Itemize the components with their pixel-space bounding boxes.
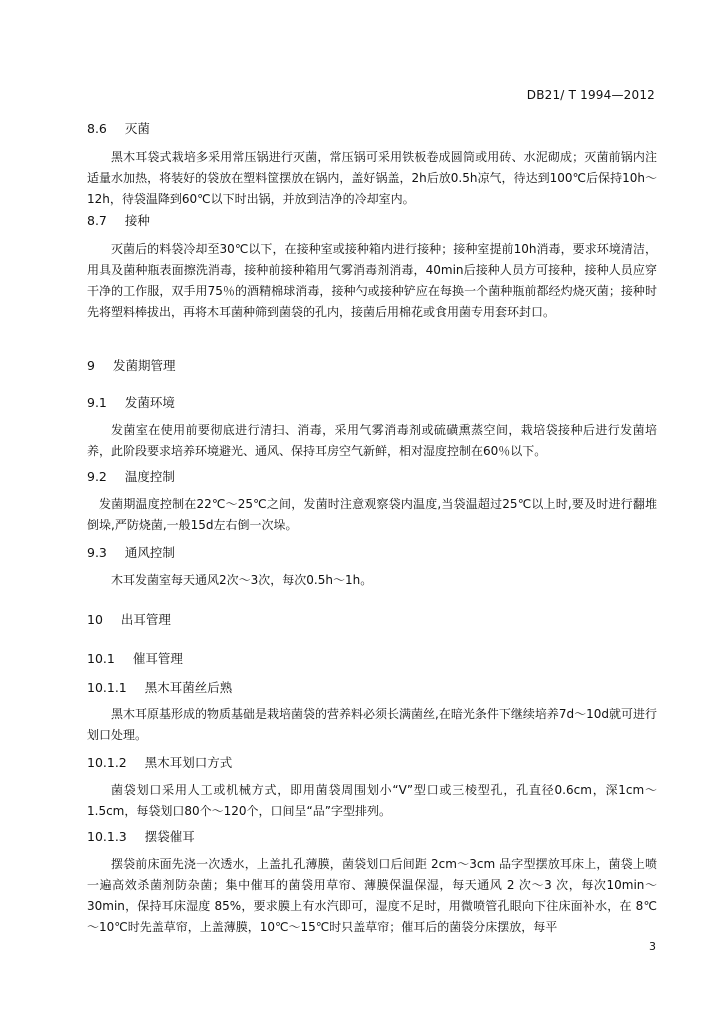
paragraph-9-1: 发菌室在使用前要彻底进行清扫、消毒，采用气雾消毒剂或硫磺熏蒸空间，栽培袋接种后进行发菌培养，此阶段要求培养环境避光、通风、保持耳房空气新鲜，相对湿度控制在60％以下。 [87, 423, 657, 458]
section-heading-8-6 [87, 121, 657, 137]
paragraph-8-6: 黑木耳袋式栽培多采用常压锅进行灭菌，常压锅可采用铁板卷成圆筒或用砖、水泥砌成；灭菌前锅内注适量水加热，将装好的袋放在塑料筐摆放在锅内，盖好锅盖，2h后放0.5h凉气，待达到100℃后保持10h～12h，待袋温降到60℃以下时出锅，并放到洁净的冷却室内。 [87, 150, 657, 206]
section-number: 10 [87, 612, 103, 627]
paragraph-10-1-1: 黑木耳原基形成的物质基础是栽培菌袋的营养料必须长满菌丝,在暗光条件下继续培养7d～10d就可进行划口处理。 [87, 707, 657, 742]
section-number: 9.1 [87, 395, 107, 410]
section-heading-9 [87, 358, 657, 374]
section-title: 温度控制 [124, 469, 175, 484]
paragraph-10-1-2: 菌袋划口采用人工或机械方式，即用菌袋周围划小“V”型口或三棱型孔，孔直径0.6cm，深1cm～1.5cm，每袋划口80个～120个，口间呈“品”字型排列。 [87, 783, 657, 818]
section-heading-10-1-2 [87, 755, 657, 771]
section-number: 9.2 [87, 469, 107, 484]
paragraph-9-3: 木耳发菌室每天通风2次～3次，每次0.5h～1h。 [111, 573, 373, 587]
paragraph-9-2: 发菌期温度控制在22℃～25℃之间，发菌时注意观察袋内温度,当袋温超过25℃以上时,要及时进行翻堆倒垛,严防烧菌,一般15d左右倒一次垛。 [87, 497, 657, 532]
section-title: 摆袋催耳 [144, 829, 195, 844]
section-heading-9-2 [87, 469, 657, 485]
paragraph-10-1-3: 摆袋前床面先浇一次透水，上盖扎孔薄膜，菌袋划口后间距 2cm～3cm 品字型摆放耳床上，菌袋上喷一遍高效杀菌剂防杂菌；集中催耳的菌袋用草帘、薄膜保温保湿，每天通风 2 次～3 次，每次10min～30min，保持耳床湿度 85%，要求膜上有水汽即可，湿度不足时，用微喷管孔眼向下往床面补水，在 8℃～10℃时先盖草帘，上盖薄膜，10℃～15℃时只盖草帘；催耳后的菌袋分床摆放，每平 [87, 857, 657, 934]
section-heading-9-1 [87, 395, 657, 411]
section-title: 黑木耳划口方式 [144, 755, 233, 770]
section-number: 8.7 [87, 213, 107, 228]
section-heading-10-1-3 [87, 829, 657, 845]
section-heading-10-1 [87, 651, 657, 667]
section-title: 灭菌 [124, 121, 150, 136]
section-heading-10-1-1 [87, 680, 657, 696]
section-title: 催耳管理 [132, 651, 183, 666]
section-title: 发菌环境 [124, 395, 175, 410]
section-number: 10.1.1 [87, 680, 127, 695]
section-title: 黑木耳菌丝后熟 [144, 680, 233, 695]
section-number: 10.1.2 [87, 755, 127, 770]
section-title: 接种 [124, 213, 150, 228]
paragraph-8-7: 灭菌后的料袋冷却至30℃以下，在接种室或接种箱内进行接种；接种室提前10h消毒，要求环境清洁，用具及菌种瓶表面擦洗消毒，接种前接种箱用气雾消毒剂消毒，40min后接种人员方可接种，接种人员应穿干净的工作服，双手用75％的酒精棉球消毒，接种勺或接种铲应在每换一个菌种瓶前都经灼烧灭菌；接种时先将塑料棒拔出，再将木耳菌种筛到菌袋的孔内，接菌后用棉花或食用菌专用套环封口。 [87, 242, 657, 319]
section-number: 10.1 [87, 651, 115, 666]
section-title: 发菌期管理 [112, 358, 176, 373]
section-number: 8.6 [87, 121, 107, 136]
section-number: 10.1.3 [87, 829, 127, 844]
document-header: DB21/ T 1994—2012 [526, 88, 655, 102]
section-number: 9 [87, 358, 95, 373]
section-heading-8-7 [87, 213, 657, 229]
section-heading-10 [87, 612, 657, 628]
section-number: 9.3 [87, 545, 107, 560]
section-title: 通风控制 [124, 545, 175, 560]
page-number: 3 [649, 940, 656, 953]
section-title: 出耳管理 [120, 612, 171, 627]
section-heading-9-3 [87, 545, 657, 561]
